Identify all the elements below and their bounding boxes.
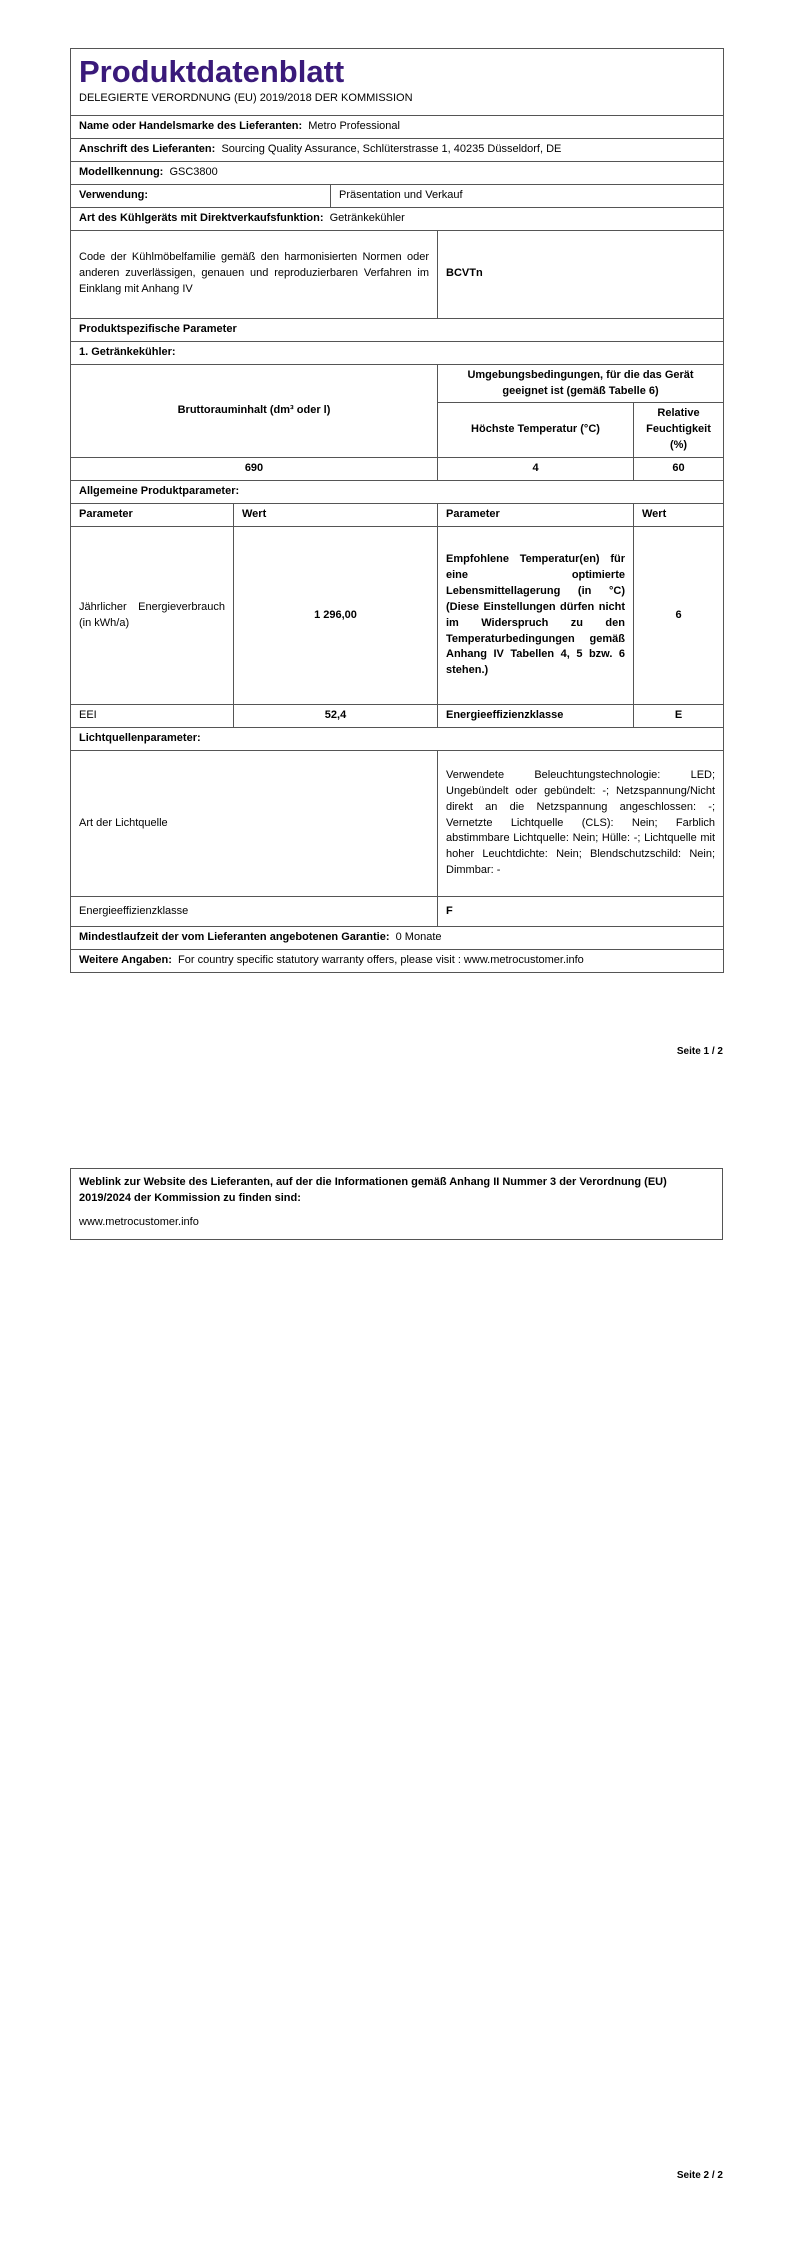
ambient-label: Umgebungsbedingungen, für die das Gerät geeignet ist (gemäß Tabelle 6) — [438, 364, 724, 403]
supplier-address-row — [71, 138, 724, 161]
model-value: GSC3800 — [169, 165, 218, 178]
eei-value: 52,4 — [234, 705, 438, 728]
family-code-label: Code der Kühlmöbelfamilie gemäß den harmonisierten Normen oder anderen zuverlässigen, genauen und reproduzierbaren Verfahren im Einklang mit Anhang IV — [71, 230, 438, 318]
datasheet-page-1 — [70, 48, 723, 973]
model-label: Modellkennung: — [79, 165, 164, 178]
volume-value: 690 — [71, 458, 438, 481]
humidity-label: Relative Feuchtigkeit (%) — [634, 403, 724, 458]
usage-label: Verwendung: — [71, 184, 331, 207]
light-class-label: Energieeffizienzklasse — [71, 896, 438, 926]
appliance-type-row — [71, 207, 724, 230]
energy-class-value: E — [634, 705, 724, 728]
model-row — [71, 161, 724, 184]
weblink-value: www.metrocustomer.info — [79, 1215, 199, 1228]
energy-class-label: Energieeffizienzklasse — [438, 705, 634, 728]
supplier-address-value: Sourcing Quality Assurance, Schlüterstrasse 1, 40235 Düsseldorf, DE — [221, 142, 562, 155]
supplier-address-label: Anschrift des Lieferanten: — [79, 142, 216, 155]
humidity-value: 60 — [634, 458, 724, 481]
col-value2-header: Wert — [634, 504, 724, 527]
warranty-row — [71, 926, 724, 949]
page-number-2: Seite 2 / 2 — [676, 2170, 723, 2181]
weblink-label: Weblink zur Website des Lieferanten, auf der die Informationen gemäß Anhang II Nummer 3 der Verordnung (EU) 2019/2024 der Kommission zu finden sind: — [79, 1176, 667, 1204]
supplier-name-row — [71, 116, 724, 139]
datasheet-table — [70, 48, 724, 973]
further-info-label: Weitere Angaben: — [79, 953, 172, 966]
datasheet-page-2 — [70, 1168, 723, 1240]
energy-value: 1 296,00 — [234, 527, 438, 705]
supplier-name-value: Metro Professional — [308, 120, 400, 133]
max-temp-label: Höchste Temperatur (°C) — [438, 403, 634, 458]
volume-label: Bruttorauminhalt (dm³ oder l) — [71, 364, 438, 458]
appliance-type-value: Getränkekühler — [329, 211, 405, 224]
recommended-temp-value: 6 — [634, 527, 724, 705]
header-cell — [71, 49, 724, 116]
weblink-table — [70, 1168, 723, 1240]
weblink-cell — [71, 1169, 723, 1240]
col-value-header: Wert — [234, 504, 438, 527]
beverage-cooler-section: 1. Getränkekühler: — [71, 341, 724, 364]
col-param2-header: Parameter — [438, 504, 634, 527]
further-info-row — [71, 949, 724, 972]
light-params-heading: Lichtquellenparameter: — [71, 728, 724, 751]
page-title: Produktdatenblatt — [79, 54, 345, 89]
general-params-heading: Allgemeine Produktparameter: — [71, 481, 724, 504]
family-code-value: BCVTn — [438, 230, 724, 318]
further-info-value: For country specific statutory warranty offers, please visit : www.metrocustomer.info — [178, 953, 584, 966]
page-number-1: Seite 1 / 2 — [676, 1046, 723, 1057]
appliance-type-label: Art des Kühlgeräts mit Direktverkaufsfunktion: — [79, 211, 324, 224]
light-type-value: Verwendete Beleuchtungstechnologie: LED; Ungebündelt oder gebündelt: -; Netzspannung/Nicht direkt an die Netzspannung angeschlossen: -; Vernetzte Lichtquelle (CLS): Nein; Farblich abstimmbare Lichtquelle: Nein; Hülle: -; Lichtquelle mit hoher Leuchtdichte: Nein; Blendschutzschild: Nein; Dimmbar: - — [438, 750, 724, 896]
light-class-value: F — [438, 896, 724, 926]
regulation-subtitle: DELEGIERTE VERORDNUNG (EU) 2019/2018 DER KOMMISSION — [79, 92, 413, 105]
light-type-label: Art der Lichtquelle — [71, 750, 438, 896]
recommended-temp-label: Empfohlene Temperatur(en) für eine optimierte Lebensmittellagerung (in °C) (Diese Einstellungen dürfen nicht im Widerspruch zu den Temperaturbedingungen gemäß Anhang IV Tabellen 4, 5 bzw. 6 stehen.) — [438, 527, 634, 705]
usage-value: Präsentation und Verkauf — [331, 184, 724, 207]
col-param-header: Parameter — [71, 504, 234, 527]
warranty-value: 0 Monate — [395, 930, 442, 943]
product-params-heading: Produktspezifische Parameter — [71, 318, 724, 341]
energy-label: Jährlicher Energieverbrauch (in kWh/a) — [71, 527, 234, 705]
max-temp-value: 4 — [438, 458, 634, 481]
warranty-label: Mindestlaufzeit der vom Lieferanten angebotenen Garantie: — [79, 930, 390, 943]
eei-label: EEI — [71, 705, 234, 728]
supplier-name-label: Name oder Handelsmarke des Lieferanten: — [79, 120, 303, 133]
